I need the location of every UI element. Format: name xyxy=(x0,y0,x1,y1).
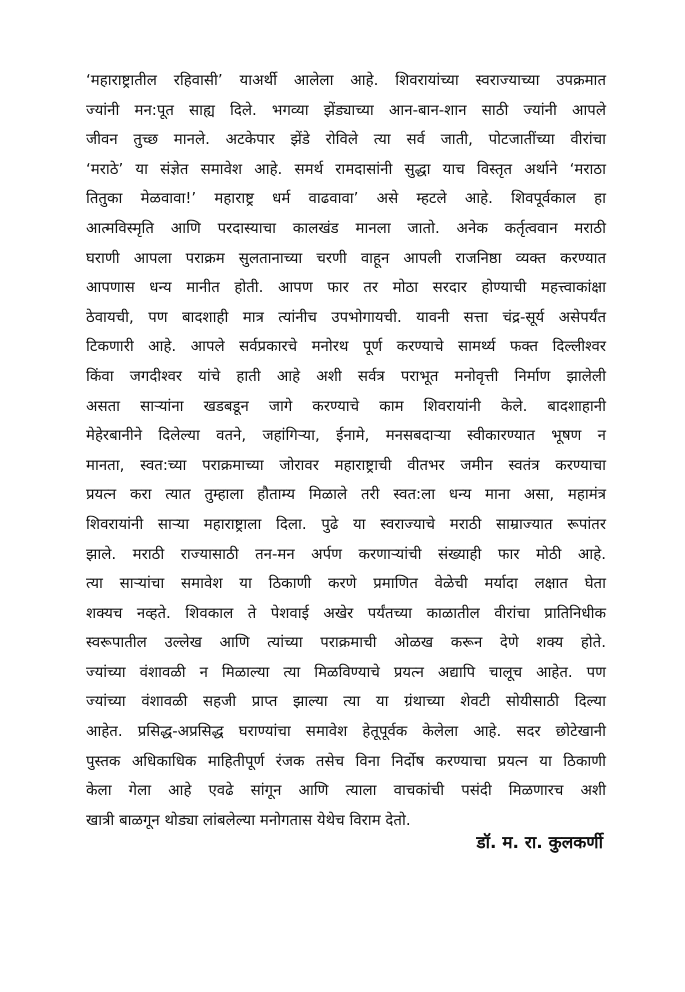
text-line: तितुका मेळवावा!’ महाराष्ट्र धर्म वाढवावा’ असे म्हटले आहे. शिवपूर्वकाल हा xyxy=(86,189,606,208)
text-line: झाले. मराठी राज्यासाठी तन-मन अर्पण करणाऱ्यांची संख्याही फार मोठी आहे. xyxy=(86,544,606,563)
text-line: जीवन तुच्छ मानले. अटकेपार झेंडे रोविले त्या सर्व जाती, पोटजातींच्या वीरांचा xyxy=(86,130,606,149)
text-line: घराणी आपला पराक्रम सुलतानाच्या चरणी वाहून आपली राजनिष्ठा व्यक्त करण्यात xyxy=(86,248,606,267)
text-line: ठेवायची, पण बादशाही मात्र त्यांनीच उपभोगायची. यावनी सत्ता चंद्र-सूर्य असेपर्यंत xyxy=(86,307,606,326)
text-line: ‘मराठे’ या संज्ञेत समावेश आहे. समर्थ रामदासांनी सुद्धा याच विस्तृत अर्थाने ‘मराठा xyxy=(86,159,606,178)
text-line: शक्यच नव्हते. शिवकाल ते पेशवाई अखेर पर्यंतच्या काळातील वीरांचा प्रातिनिधीक xyxy=(86,603,606,622)
text-line: मानता, स्वत:च्या पराक्रमाच्या जोरावर महाराष्ट्राची वीतभर जमीन स्वतंत्र करण्याचा xyxy=(86,455,606,474)
text-line: पुस्तक अधिकाधिक माहितीपूर्ण रंजक तसेच विना निर्दोष करण्याचा प्रयत्न या ठिकाणी xyxy=(86,751,606,770)
text-line: ज्यांच्या वंशावळी सहजी प्राप्त झाल्या त्या या ग्रंथाच्या शेवटी सोयीसाठी दिल्या xyxy=(86,692,606,711)
text-line: आहेत. प्रसिद्ध-अप्रसिद्ध घराण्यांचा समावेश हेतूपूर्वक केलेला आहे. सदर छोटेखानी xyxy=(86,722,606,741)
text-line: आपणास धन्य मानीत होती. आपण फार तर मोठा सरदार होण्याची महत्त्वाकांक्षा xyxy=(86,278,606,297)
text-line: प्रयत्न करा त्यात तुम्हाला हौताम्य मिळाले तरी स्वत:ला धन्य माना असा, महामंत्र xyxy=(86,485,606,504)
text-line: आत्मविस्मृति आणि परदास्याचा कालखंड मानला जातो. अनेक कर्तृत्ववान मराठी xyxy=(86,218,606,237)
text-line: ‘महाराष्ट्रातील रहिवासी’ याअर्थी आलेला आहे. शिवरायांच्या स्वराज्याच्या उपक्रमात xyxy=(86,71,606,89)
text-line: त्या साऱ्यांचा समावेश या ठिकाणी करणे प्रमाणित वेळेची मर्यादा लक्षात घेता xyxy=(86,574,606,593)
text-line: किंवा जगदीश्वर यांचे हाती आहे अशी सर्वत्र पराभूत मनोवृत्ती निर्माण झालेली xyxy=(86,366,606,385)
text-line: मेहेरबानीने दिलेल्या वतने, जहांगिऱ्या, ईनामे, मनसबदाऱ्या स्वीकारण्यात भूषण न xyxy=(86,426,606,445)
author-signature: डॉ. म. रा. कुलकर्णी xyxy=(476,833,603,853)
text-line: असता साऱ्यांना खडबडून जागे करण्याचे काम शिवरायांनी केले. बादशाहानी xyxy=(86,396,606,415)
text-line: खात्री बाळगून थोड्या लांबलेल्या मनोगतास येथेच विराम देतो. xyxy=(86,810,411,829)
text-line: ज्यांनी मन:पूत साह्य दिले. भगव्या झेंड्याच्या आन-बान-शान साठी ज्यांनी आपले xyxy=(86,100,606,119)
text-line: केला गेला आहे एवढे सांगून आणि त्याला वाचकांची पसंदी मिळणारच अशी xyxy=(86,781,606,800)
text-line: ज्यांच्या वंशावळी न मिळाल्या त्या मिळविण्याचे प्रयत्न अद्यापि चालूच आहेत. पण xyxy=(86,662,606,681)
preface-paragraph xyxy=(86,66,606,835)
text-line: टिकणारी आहे. आपले सर्वप्रकारचे मनोरथ पूर्ण करण्याचे सामर्थ्य फक्त दिल्लीश्वर xyxy=(86,337,606,356)
text-line: शिवरायांनी साऱ्या महाराष्ट्राला दिला. पुढे या स्वराज्याचे मराठी साम्राज्यात रूपांतर xyxy=(86,514,606,533)
text-line: स्वरूपातील उल्लेख आणि त्यांच्या पराक्रमाची ओळख करून देणे शक्य होते. xyxy=(86,633,606,652)
